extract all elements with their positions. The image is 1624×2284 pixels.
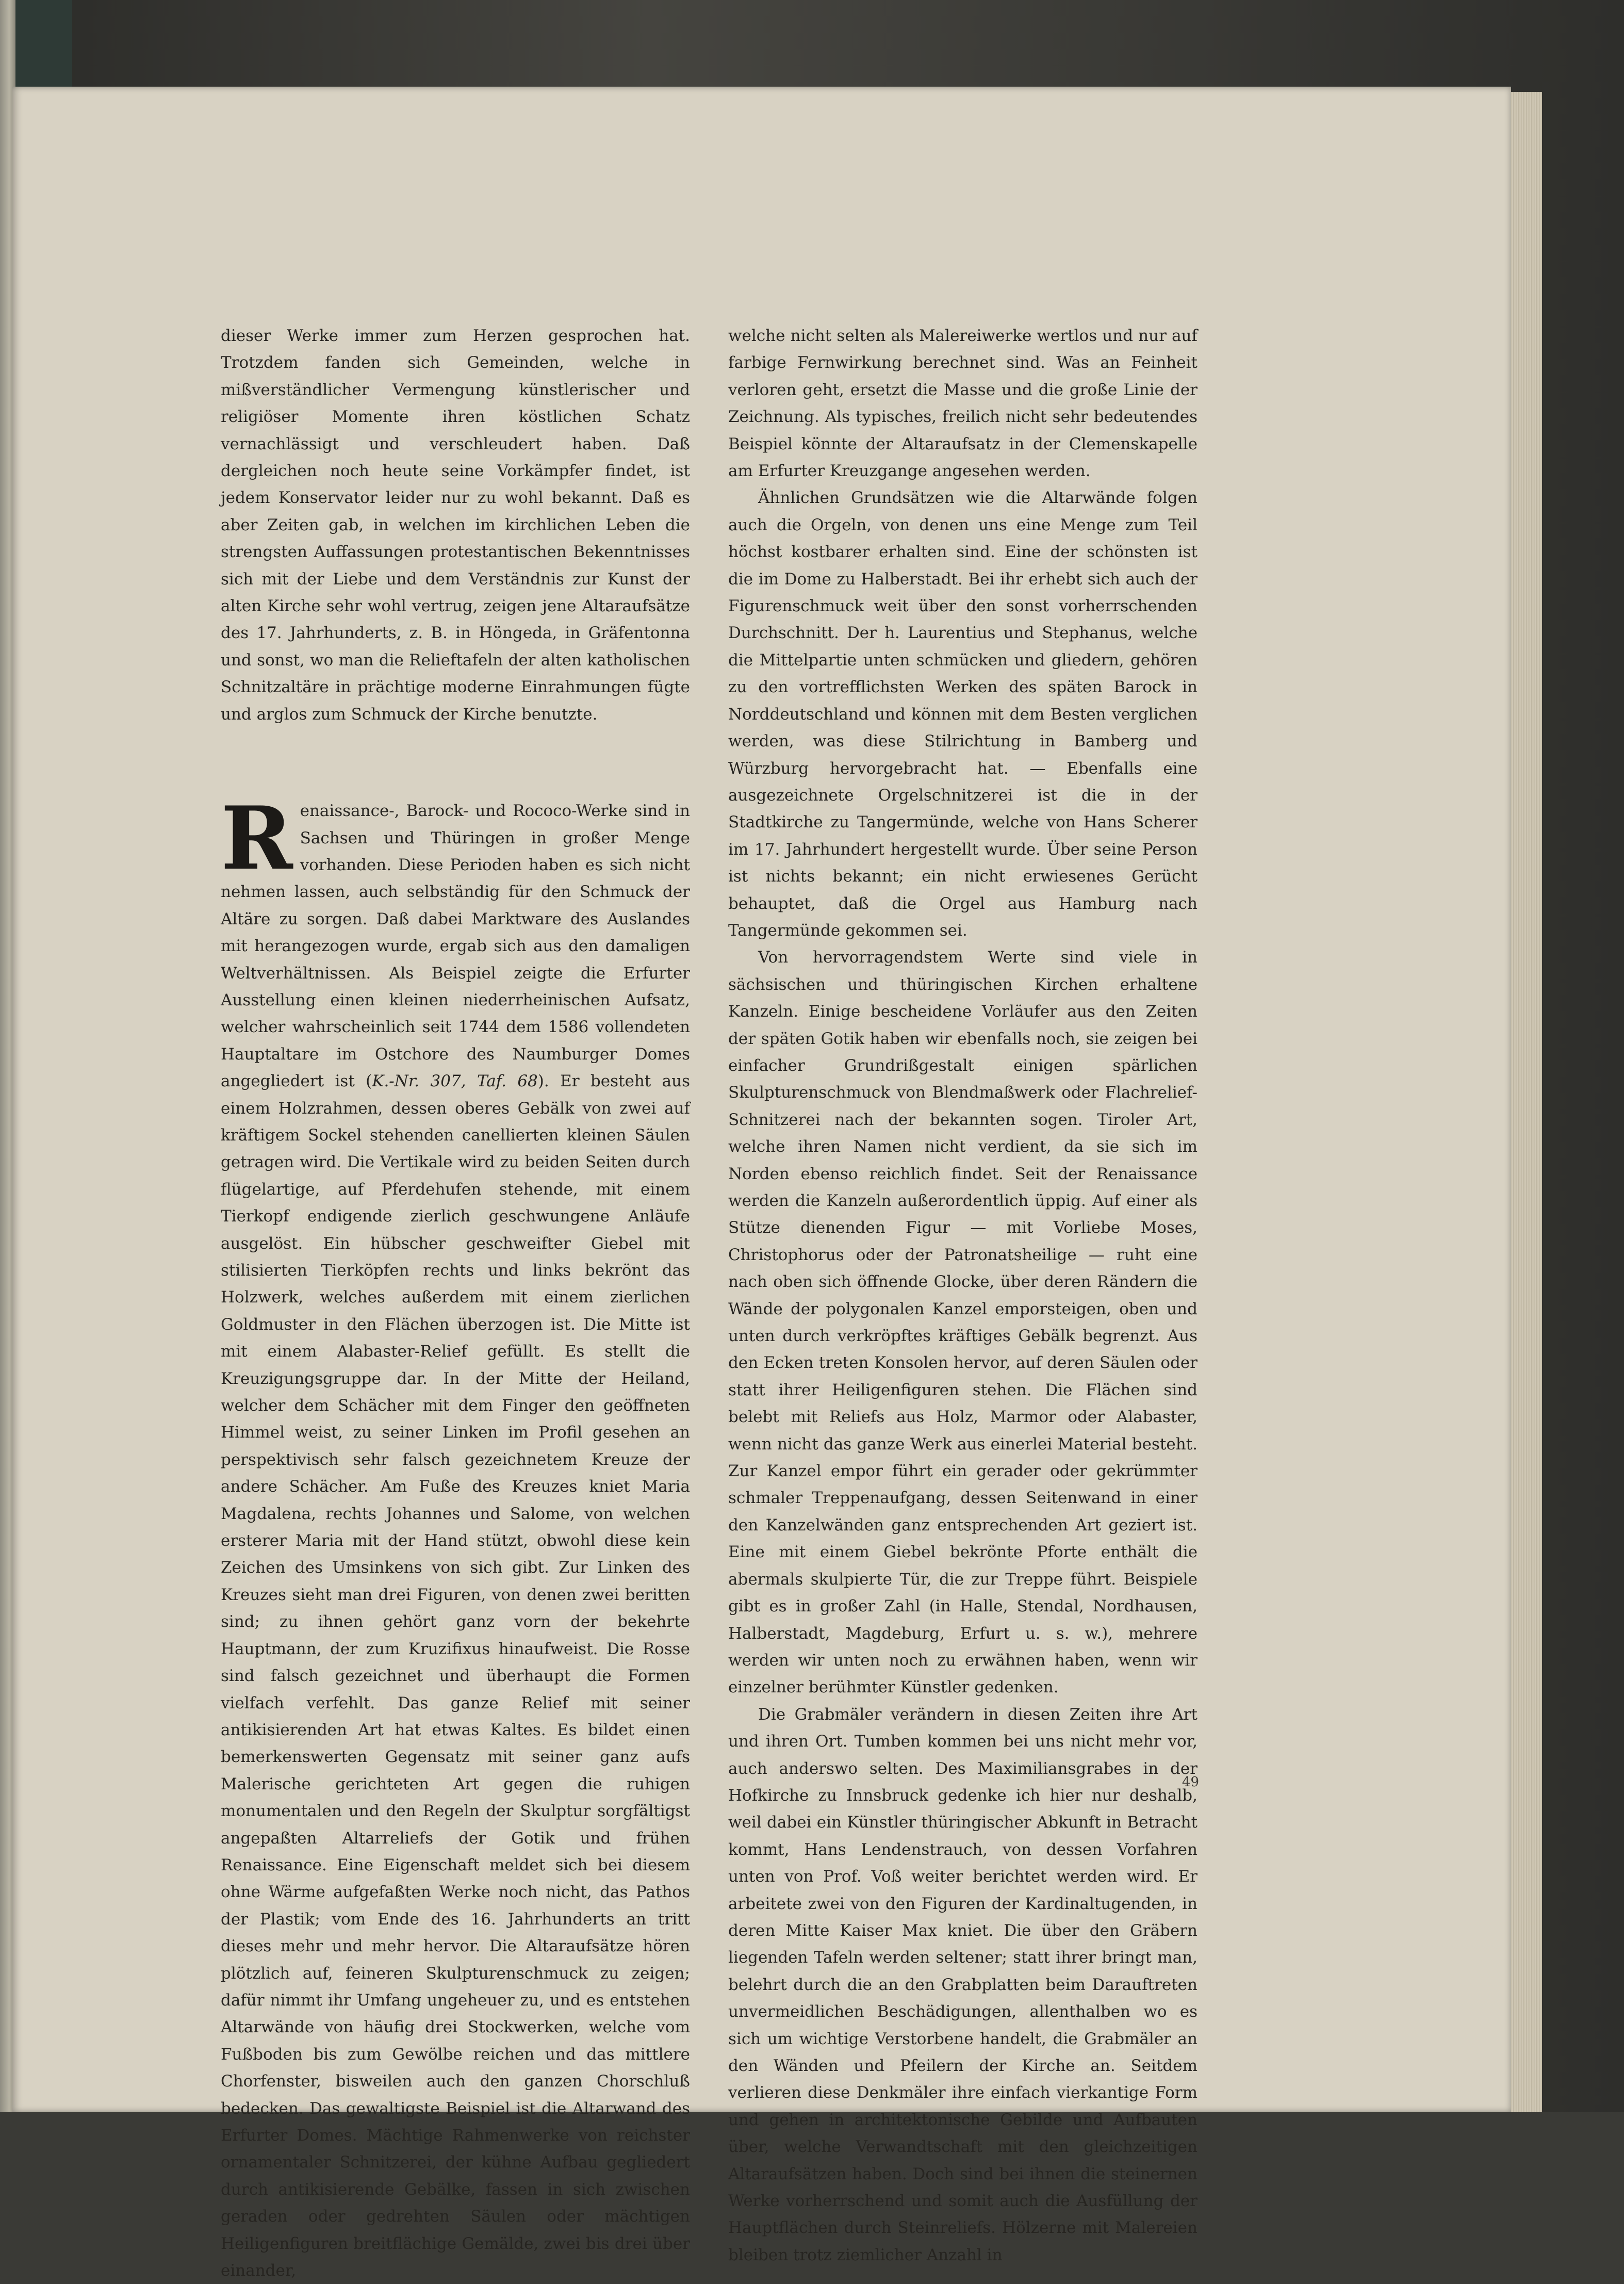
catalog-reference: K.-Nr. 307, Taf. 68 [372, 1072, 538, 1091]
right-paragraph-2: Ähnlichen Grundsätzen wie die Altarwände folgen auch die Orgeln, von denen uns eine Menge zum Teil höchst kostbarer erhalten sind. Eine der schönsten ist die im Dome zu Halberstadt. Bei ihr erhebt sich auch der Figurenschmuck weit über den sonst vorherrschenden Durchschnitt. Der h. Laurentius und Stephanus, welche die Mittelpartie unten schmücken und gliedern, gehören zu den vortrefflichsten Werken des späten Barock in Norddeutschland und können mit dem Besten verglichen werden, was diese Stilrichtung in Bamberg und Würzburg hervorgebracht hat. — Ebenfalls eine ausgezeichnete Orgelschnitzerei ist die in der Stadtkirche zu Tangermünde, welche von Hans Scherer im 17. Jahrhundert hergestellt wurde. Über seine Person ist nichts bekannt; ein nicht erwiesenes Gerücht behauptet, daß die Orgel aus Hamburg nach Tangermünde gekommen sei. [728, 488, 1198, 940]
right-paragraph-1: welche nicht selten als Malereiwerke wertlos und nur auf farbige Fernwirkung berechnet sind. Was an Feinheit verloren geht, ersetzt die Masse und die große Linie der Zeichnung. Als typisches, freilich nicht sehr bedeutendes Beispiel könnte der Altaraufsatz in der Clemenskapelle am Erfurter Kreuzgange angesehen werden. [728, 327, 1198, 481]
left-paragraph-2 [221, 787, 690, 2284]
paragraph-2-text-a: enaissance-, Barock- und Rococo-Werke sind in Sachsen und Thüringen in großer Menge vorhanden. Diese Perioden haben es sich nicht nehmen lassen, auch selbständig für den Schmuck der Altäre zu sorgen. Daß dabei Marktware des Auslandes mit herangezogen wurde, ergab sich aus den damaligen Weltverhältnissen. Als Beispiel zeigte die Erfurter Ausstellung einen kleinen niederrheinischen Aufsatz, welcher wahrscheinlich seit 1744 dem 1586 vollendeten Hauptaltare im Ostchore des Naumburger Domes angegliedert ist ( [221, 802, 690, 1091]
page-number: 49 [1182, 1774, 1199, 1790]
page-stack-edge [1511, 92, 1542, 2112]
drop-cap-initial: R [221, 787, 293, 890]
paragraph-2-text-b: ). Er besteht aus einem Holzrahmen, dessen oberes Gebälk von zwei auf kräftigem Sockel stehenden canellierten kleinen Säulen getragen wird. Die Vertikale wird zu beiden Seiten durch flügelartige, auf Pferdehufen stehende, mit einem Tierkopf endigende zierlich geschwungene Anläufe ausgelöst. Ein hübscher geschweifter Giebel mit stilisierten Tierköpfen rechts und links bekrönt das Holzwerk, welches außerdem mit einem zierlichen Goldmuster in den Flächen überzogen ist. Die Mitte ist mit einem Alabaster-Relief gefüllt. Es stellt die Kreuzigungsgruppe dar. In der Mitte der Heiland, welcher dem Schächer mit dem Finger den geöffneten Himmel weist, zu seiner Linken im Profil gesehen an perspektivisch sehr falsch gezeichnetem Kreuze der andere Schächer. Am Fuße des Kreuzes kniet Maria Magdalena, rechts Johannes und Salome, von welchen ersterer Maria mit der Hand stützt, obwohl diese kein Zeichen des Umsinkens von sich gibt. Zur Linken des Kreuzes sieht man drei Figuren, von denen zwei beritten sind; zu ihnen gehört ganz vorn der bekehrte Hauptmann, der zum Kruzifixus hinaufweist. Die Rosse sind falsch gezeichnet und überhaupt die Formen vielfach verfehlt. Das ganze Relief mit seiner antikisierenden Art hat etwas Kaltes. Es bildet einen bemerkenswerten Gegensatz mit seiner ganz aufs Malerische gerichteten Art gegen die ruhigen monumentalen und den Regeln der Skulptur sorgfältigst angepaßten Altarreliefs der Gotik und frühen Renaissance. Eine Eigenschaft meldet sich bei diesem ohne Wärme aufgefaßten Werke noch nicht, das Pathos der Plastik; vom Ende des 16. Jahrhunderts an tritt dieses mehr und mehr hervor. Die Altaraufsätze hören plötzlich auf, feineren Skulpturenschmuck zu zeigen; dafür nimmt ihr Umfang ungeheuer zu, und es entstehen Altarwände von häufig drei Stockwerken, welche vom Fußboden bis zum Gewölbe reichen und das mittlere Chorfenster, bisweilen auch den ganzen Chorschluß bedecken. Das gewaltigste Beispiel ist die Altarwand des Erfurter Domes. Mächtige Rahmenwerke von reichster ornamentaler Schnitzerei, der kühne Aufbau gegliedert durch antikisierende Gebälke, fassen in sich zwischen geraden oder gedrehten Säulen oder mächtigen Heiligenfiguren breitflächige Gemälde, zwei bis drei über einander, [221, 1072, 690, 2280]
left-text-column [221, 322, 690, 2280]
right-paragraph-4: Die Grabmäler verändern in diesen Zeiten ihre Art und ihren Ort. Tumben kommen bei uns nicht mehr vor, auch anderswo selten. Des Maximiliansgrabes in der Hofkirche zu Innsbruck gedenke ich hier nur deshalb, weil dabei ein Künstler thüringischer Abkunft in Betracht kommt, Hans Lendenstrauch, von dessen Vorfahren unten von Prof. Voß weiter berichtet werden wird. Er arbeitete zwei von den Figuren der Kardinaltugenden, in deren Mitte Kaiser Max kniet. Die über den Gräbern liegenden Tafeln werden seltener; statt ihrer bringt man, belehrt durch die an den Grabplatten beim Darauftreten unvermeidlichen Beschädigungen, allenthalben wo es sich um wichtige Verstorbene handelt, die Grabmäler an den Wänden und Pfeilern der Kirche an. Seitdem verlieren diese Denkmäler ihre einfach vierkantige Form und gehen in architektonische Gebilde und Aufbauten über, welche Verwandtschaft mit den gleichzeitigen Altaraufsätzen haben. Doch sind bei ihnen die steinernen Werke vorherrschend und somit auch die Ausfüllung der Hauptflächen durch Steinreliefs. Hölzerne mit Malereien bleiben trotz ziemlicher Anzahl in [728, 1705, 1198, 2264]
right-paragraph-3: Von hervorragendstem Werte sind viele in sächsischen und thüringischen Kirchen erhaltene Kanzeln. Einige bescheidene Vorläufer aus den Zeiten der späten Gotik haben wir ebenfalls noch, sie zeigen bei einfacher Grundrißgestalt einigen spärlichen Skulpturenschmuck von Blendmaßwerk oder Flachrelief-Schnitzerei nach der bekannten sogen. Tiroler Art, welche ihren Namen nicht verdient, da sie sich im Norden ebenso reichlich findet. Seit der Renaissance werden die Kanzeln außerordentlich üppig. Auf einer als Stütze dienenden Figur — mit Vorliebe Moses, Christophorus oder der Patronatsheilige — ruht eine nach oben sich öffnende Glocke, über deren Rändern die Wände der polygonalen Kanzel emporsteigen, oben und unten durch verkröpftes kräftiges Gebälk begrenzt. Aus den Ecken treten Konsolen hervor, auf deren Säulen oder statt ihrer Heiligenfiguren stehen. Die Flächen sind belebt mit Reliefs aus Holz, Marmor oder Alabaster, wenn nicht das ganze Werk aus einerlei Material besteht. Zur Kanzel empor führt ein gerader oder gekrümmter schmaler Treppenaufgang, dessen Seitenwand in einer den Kanzelwänden ganz entsprechenden Art geziert ist. Eine mit einem Giebel bekrönte Pforte enthält die abermals skulpierte Tür, die zur Treppe führt. Beispiele gibt es in großer Zahl (in Halle, Stendal, Nordhausen, Halberstadt, Magdeburg, Erfurt u. s. w.), mehrere werden wir unten noch zu erwähnen haben, wenn wir einzelner berühmter Künstler gedenken. [728, 948, 1198, 1697]
right-text-column [728, 322, 1198, 2264]
left-paragraph-1: dieser Werke immer zum Herzen gesprochen hat. Trotzdem fanden sich Gemeinden, welche in mißverständlicher Vermengung künstlerischer und religiöser Momente ihren köstlichen Schatz vernachlässigt und verschleudert haben. Daß dergleichen noch heute seine Vorkämpfer findet, ist jedem Konservator leider nur zu wohl bekannt. Daß es aber Zeiten gab, in welchen im kirchlichen Leben die strengsten Auffassungen protestantischen Bekenntnisses sich mit der Liebe und dem Verständnis zur Kunst der alten Kirche sehr wohl vertrug, zeigen jene Altaraufsätze des 17. Jahrhunderts, z. B. in Höngeda, in Gräfentonna und sonst, wo man die Relieftafeln der alten katholischen Schnitzaltäre in prächtige moderne Einrahmungen fügte und arglos zum Schmuck der Kirche benutzte. [221, 327, 690, 724]
